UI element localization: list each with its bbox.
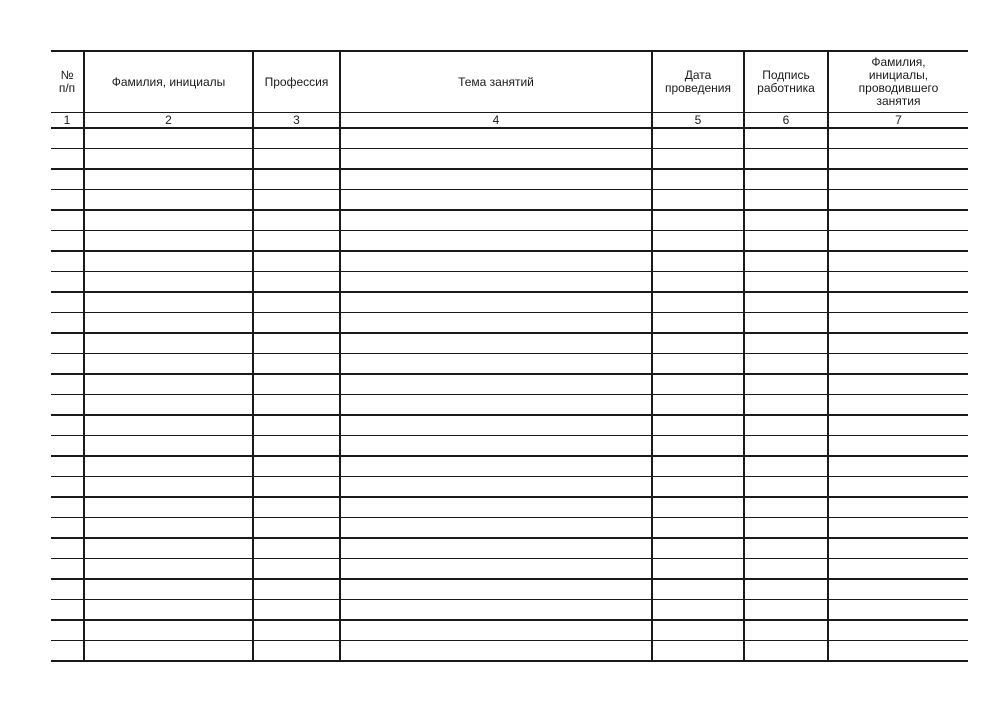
col-header-name: Фамилия, инициалы <box>84 51 253 113</box>
table-cell <box>744 210 828 231</box>
table-cell <box>652 620 744 641</box>
table-row <box>51 415 968 436</box>
table-cell <box>744 354 828 375</box>
col-header-index: № п/п <box>51 51 84 113</box>
table-cell <box>340 128 652 149</box>
table-cell <box>828 149 968 170</box>
table-cell <box>652 518 744 539</box>
table-cell <box>652 600 744 621</box>
col-header-topic: Тема занятий <box>340 51 652 113</box>
table-cell <box>51 436 84 457</box>
table-cell <box>828 436 968 457</box>
table-cell <box>744 620 828 641</box>
table-cell <box>84 497 253 518</box>
table-cell <box>828 518 968 539</box>
table-cell <box>51 149 84 170</box>
table-cell <box>253 169 340 190</box>
table-cell <box>253 415 340 436</box>
table-row <box>51 292 968 313</box>
col-header-profession: Профессия <box>253 51 340 113</box>
table-cell <box>828 538 968 559</box>
table-cell <box>340 190 652 211</box>
table-cell <box>253 436 340 457</box>
table-cell <box>253 354 340 375</box>
table-cell <box>340 354 652 375</box>
table-cell <box>51 518 84 539</box>
table-cell <box>84 374 253 395</box>
table-cell <box>253 456 340 477</box>
col-header-signature: Подпись работника <box>744 51 828 113</box>
col-number: 5 <box>652 113 744 129</box>
table-row <box>51 210 968 231</box>
table-cell <box>253 620 340 641</box>
table-cell <box>84 210 253 231</box>
table-row <box>51 497 968 518</box>
table-cell <box>828 641 968 662</box>
table-cell <box>652 497 744 518</box>
table-cell <box>652 456 744 477</box>
table-cell <box>340 477 652 498</box>
table-cell <box>84 149 253 170</box>
table-cell <box>51 579 84 600</box>
table-cell <box>253 210 340 231</box>
table-cell <box>84 436 253 457</box>
table-cell <box>51 600 84 621</box>
table-cell <box>744 559 828 580</box>
table-cell <box>340 600 652 621</box>
column-number-row <box>51 113 968 129</box>
table-cell <box>253 579 340 600</box>
table-cell <box>828 620 968 641</box>
table-cell <box>828 395 968 416</box>
table-cell <box>340 641 652 662</box>
table-row <box>51 169 968 190</box>
table-cell <box>84 313 253 334</box>
table-cell <box>652 231 744 252</box>
table-cell <box>828 231 968 252</box>
table-cell <box>253 272 340 293</box>
table-cell <box>744 313 828 334</box>
table-cell <box>84 518 253 539</box>
table-cell <box>340 518 652 539</box>
col-header-date: Дата проведения <box>652 51 744 113</box>
table-cell <box>84 620 253 641</box>
table-cell <box>253 333 340 354</box>
table-cell <box>253 497 340 518</box>
table-cell <box>744 395 828 416</box>
table-cell <box>744 374 828 395</box>
table-row <box>51 128 968 149</box>
table-cell <box>340 415 652 436</box>
table-row <box>51 149 968 170</box>
table-cell <box>84 231 253 252</box>
table-cell <box>84 354 253 375</box>
table-cell <box>340 497 652 518</box>
table-cell <box>828 251 968 272</box>
table-cell <box>84 456 253 477</box>
table-row <box>51 354 968 375</box>
table-cell <box>652 477 744 498</box>
table-row <box>51 313 968 334</box>
table-cell <box>744 518 828 539</box>
table-cell <box>652 395 744 416</box>
table-cell <box>744 292 828 313</box>
table-cell <box>51 374 84 395</box>
table-row <box>51 190 968 211</box>
table-row <box>51 456 968 477</box>
table-cell <box>828 456 968 477</box>
table-cell <box>828 579 968 600</box>
table-cell <box>253 313 340 334</box>
table-cell <box>744 169 828 190</box>
table-cell <box>84 292 253 313</box>
table-cell <box>340 210 652 231</box>
col-number: 2 <box>84 113 253 129</box>
table-cell <box>253 374 340 395</box>
table-cell <box>84 190 253 211</box>
table-cell <box>51 292 84 313</box>
table-cell <box>744 231 828 252</box>
table-cell <box>744 272 828 293</box>
table-cell <box>84 538 253 559</box>
table-cell <box>828 477 968 498</box>
table-cell <box>253 395 340 416</box>
table-row <box>51 374 968 395</box>
table-cell <box>340 333 652 354</box>
table-cell <box>51 559 84 580</box>
table-cell <box>51 333 84 354</box>
table-cell <box>652 272 744 293</box>
journal-sheet <box>51 50 968 662</box>
table-cell <box>340 579 652 600</box>
table-cell <box>828 354 968 375</box>
table-body <box>51 128 968 661</box>
table-cell <box>84 415 253 436</box>
table-cell <box>828 272 968 293</box>
table-cell <box>744 456 828 477</box>
table-row <box>51 600 968 621</box>
col-number: 6 <box>744 113 828 129</box>
table-cell <box>51 128 84 149</box>
table-cell <box>828 292 968 313</box>
table-cell <box>253 477 340 498</box>
table-cell <box>744 477 828 498</box>
table-cell <box>253 128 340 149</box>
table-row <box>51 477 968 498</box>
table-cell <box>652 128 744 149</box>
col-number: 1 <box>51 113 84 129</box>
table-cell <box>652 559 744 580</box>
table-row <box>51 251 968 272</box>
table-cell <box>828 313 968 334</box>
table-cell <box>51 210 84 231</box>
table-cell <box>828 415 968 436</box>
table-cell <box>744 600 828 621</box>
table-cell <box>84 251 253 272</box>
table-cell <box>51 231 84 252</box>
table-cell <box>340 313 652 334</box>
table-cell <box>84 169 253 190</box>
table-cell <box>828 559 968 580</box>
table-row <box>51 641 968 662</box>
table-cell <box>652 436 744 457</box>
col-number: 7 <box>828 113 968 129</box>
table-cell <box>51 456 84 477</box>
table-cell <box>652 354 744 375</box>
table-cell <box>340 395 652 416</box>
table-cell <box>84 600 253 621</box>
col-number: 3 <box>253 113 340 129</box>
table-cell <box>340 149 652 170</box>
table-cell <box>652 641 744 662</box>
table-cell <box>652 415 744 436</box>
table-cell <box>51 354 84 375</box>
table-cell <box>652 210 744 231</box>
table-cell <box>652 190 744 211</box>
table-cell <box>51 251 84 272</box>
table-cell <box>652 333 744 354</box>
table-cell <box>652 374 744 395</box>
table-cell <box>253 149 340 170</box>
table-cell <box>340 272 652 293</box>
table-cell <box>84 395 253 416</box>
table-cell <box>51 620 84 641</box>
table-cell <box>51 641 84 662</box>
table-cell <box>84 128 253 149</box>
table-cell <box>84 272 253 293</box>
table-cell <box>51 395 84 416</box>
table-cell <box>652 149 744 170</box>
table-cell <box>84 559 253 580</box>
table-row <box>51 538 968 559</box>
table-cell <box>828 497 968 518</box>
table-row <box>51 231 968 252</box>
table-row <box>51 333 968 354</box>
table-cell <box>340 436 652 457</box>
table-cell <box>828 333 968 354</box>
table-cell <box>340 169 652 190</box>
table-cell <box>84 641 253 662</box>
table-cell <box>744 149 828 170</box>
table-cell <box>744 415 828 436</box>
table-cell <box>652 292 744 313</box>
table-cell <box>340 251 652 272</box>
table-cell <box>652 169 744 190</box>
table-cell <box>51 190 84 211</box>
table-row <box>51 272 968 293</box>
table-cell <box>253 538 340 559</box>
table-cell <box>51 497 84 518</box>
table-cell <box>51 477 84 498</box>
table-cell <box>51 169 84 190</box>
table-row <box>51 436 968 457</box>
table-cell <box>744 497 828 518</box>
table-cell <box>652 538 744 559</box>
table-cell <box>340 374 652 395</box>
table-cell <box>652 251 744 272</box>
table-row <box>51 395 968 416</box>
table-cell <box>744 128 828 149</box>
table-cell <box>253 292 340 313</box>
table-cell <box>652 579 744 600</box>
journal-table <box>51 50 968 662</box>
table-cell <box>340 620 652 641</box>
table-cell <box>744 641 828 662</box>
table-cell <box>828 374 968 395</box>
table-cell <box>744 436 828 457</box>
table-cell <box>652 313 744 334</box>
table-cell <box>51 313 84 334</box>
table-cell <box>253 190 340 211</box>
table-cell <box>84 477 253 498</box>
table-cell <box>253 559 340 580</box>
table-cell <box>253 518 340 539</box>
table-cell <box>828 169 968 190</box>
table-cell <box>84 333 253 354</box>
table-cell <box>744 333 828 354</box>
table-cell <box>253 600 340 621</box>
table-cell <box>744 579 828 600</box>
table-cell <box>828 190 968 211</box>
table-cell <box>84 579 253 600</box>
col-header-instructor: Фамилия, инициалы, проводившего занятия <box>828 51 968 113</box>
table-cell <box>340 231 652 252</box>
table-cell <box>340 292 652 313</box>
table-cell <box>744 538 828 559</box>
table-cell <box>828 128 968 149</box>
table-cell <box>340 538 652 559</box>
table-cell <box>828 210 968 231</box>
header-row <box>51 51 968 113</box>
table-row <box>51 559 968 580</box>
table-row <box>51 579 968 600</box>
table-row <box>51 620 968 641</box>
table-cell <box>253 231 340 252</box>
table-cell <box>253 641 340 662</box>
table-cell <box>51 272 84 293</box>
col-number: 4 <box>340 113 652 129</box>
table-row <box>51 518 968 539</box>
table-cell <box>828 600 968 621</box>
table-cell <box>51 415 84 436</box>
table-cell <box>340 456 652 477</box>
table-cell <box>744 251 828 272</box>
table-cell <box>340 559 652 580</box>
table-cell <box>51 538 84 559</box>
table-cell <box>744 190 828 211</box>
table-cell <box>253 251 340 272</box>
